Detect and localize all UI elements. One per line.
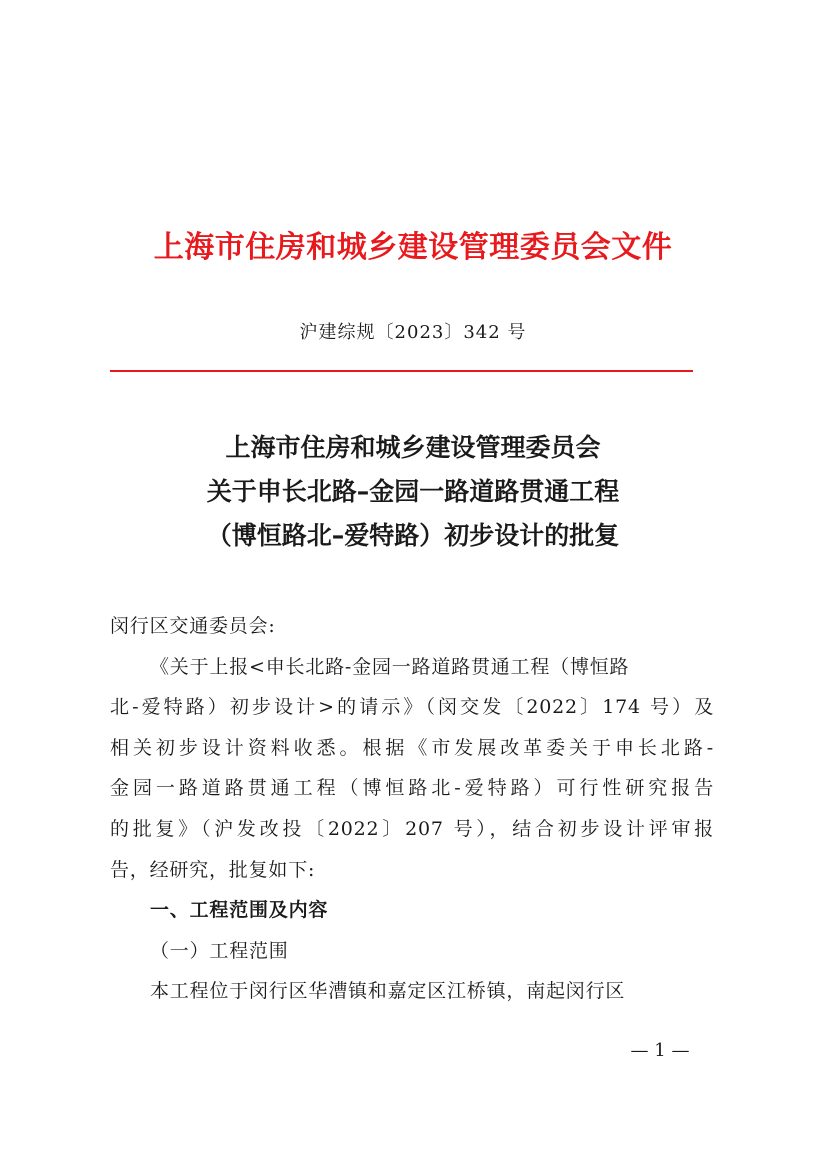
title-line: 上海市住房和城乡建设管理委员会 xyxy=(225,433,601,462)
addressee: 闵行区交通委员会: xyxy=(110,615,276,637)
document-number: 沪建综规〔2023〕342 号 xyxy=(299,322,527,343)
section-heading: 一、工程范围及内容 xyxy=(150,899,329,922)
body-line: 北-爱特路）初步设计>的请示》（闵交发〔2022〕174 号）及 xyxy=(110,696,714,719)
subsection-heading: （一）工程范围 xyxy=(150,939,289,962)
issuer-header: 上海市住房和城乡建设管理委员会文件 xyxy=(153,230,673,265)
body-line: 相关初步设计资料收悉。根据《市发展改革委关于申长北路- xyxy=(110,736,714,759)
page-number: — 1 — xyxy=(630,1040,690,1061)
document-body xyxy=(110,606,714,1012)
body-line: 金园一路道路贯通工程（博恒路北-爱特路）可行性研究报告 xyxy=(110,777,714,800)
body-line: 《关于上报<申长北路-金园一路道路贯通工程（博恒路 xyxy=(150,655,630,678)
title-line: 关于申长北路–金园一路道路贯通工程 xyxy=(206,477,620,506)
body-line: 本工程位于闵行区华漕镇和嘉定区江桥镇，南起闵行区 xyxy=(150,980,626,1003)
body-line: 告，经研究，批复如下: xyxy=(110,858,316,881)
document-title xyxy=(0,426,826,558)
red-separator-line xyxy=(110,370,693,372)
body-line: 的批复》（沪发改投〔2022〕207 号），结合初步设计评审报 xyxy=(110,817,714,840)
title-line: （博恒路北–爱特路）初步设计的批复 xyxy=(206,521,620,550)
